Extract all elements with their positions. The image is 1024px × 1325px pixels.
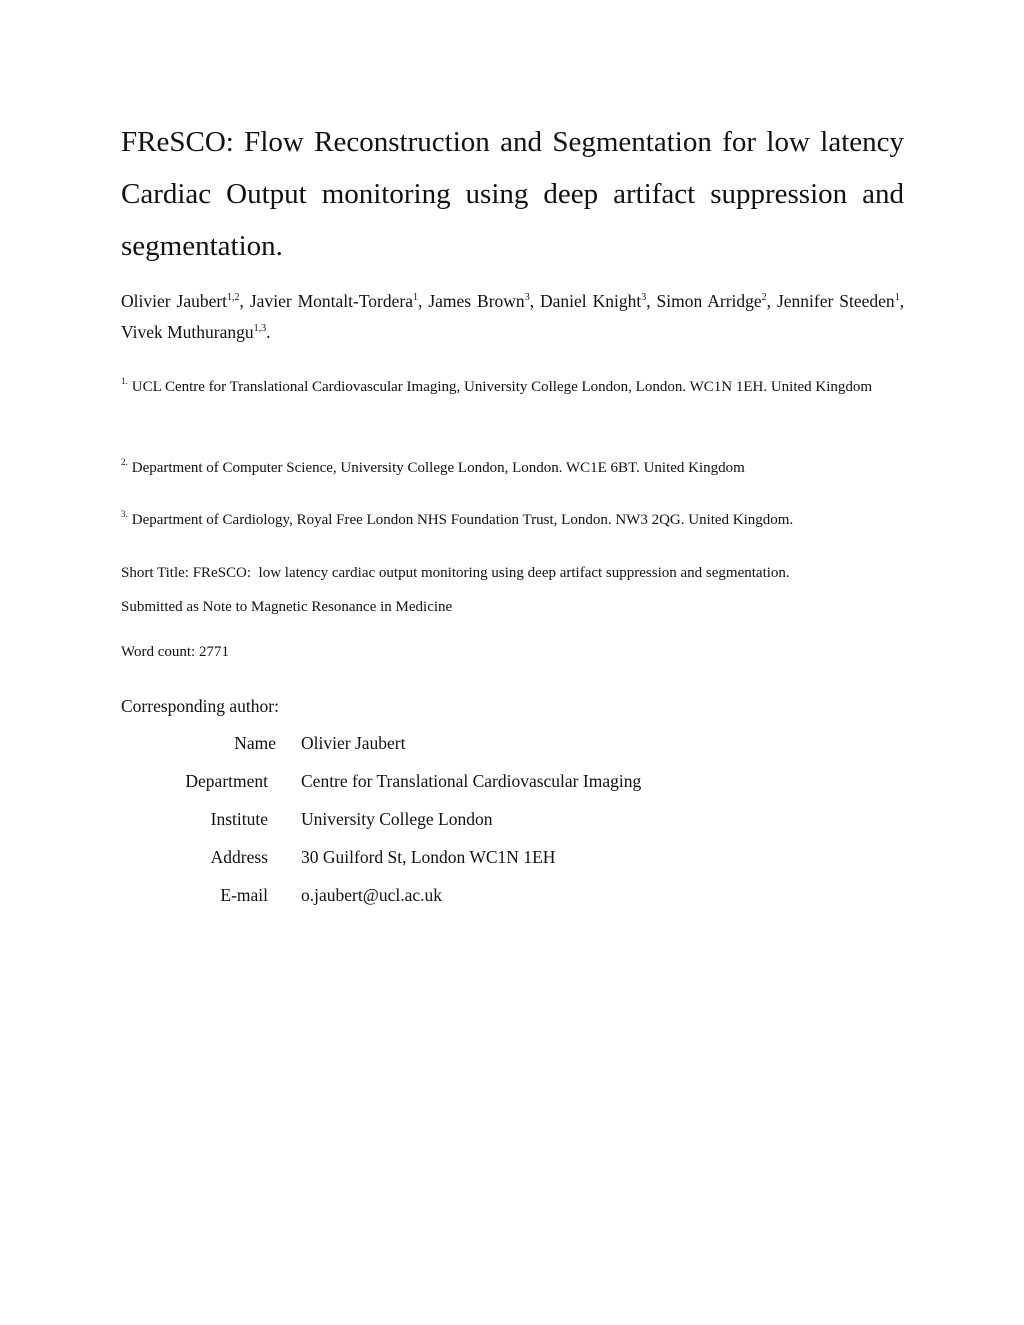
contact-row-institute [121, 806, 904, 832]
word-count: Word count: 2771 [121, 644, 229, 660]
author-affiliation-sup: 1 [413, 292, 418, 303]
contact-value: Centre for Translational Cardiovascular Imaging [301, 771, 642, 791]
affiliation-text: Department of Computer Science, University College London, London. WC1E 6BT. United Kingdom [131, 460, 745, 476]
author: Simon Arridge$^2$, [656, 291, 777, 311]
contact-value: 30 Guilford St, London WC1N 1EH [301, 847, 556, 867]
affiliation-text: Department of Cardiology, Royal Free London NHS Foundation Trust, London. NW3 2QG. United Kingdom. [131, 512, 794, 528]
contact-row-email [121, 882, 904, 908]
short-title: Short Title: FReSCO: low latency cardiac output monitoring using deep artifact suppression and segmentation. [121, 565, 790, 581]
paper-title: FReSCO: Flow Reconstruction and Segmentation for low latency Cardiac Output monitoring using deep artifact suppression and segmentation. [121, 126, 904, 262]
contact-row-address [121, 844, 904, 870]
contact-label: Name [234, 733, 276, 753]
affiliation-1 [121, 373, 904, 402]
author-affiliation-sup: 1,3 [253, 323, 267, 334]
author-affiliation-sup: 3 [524, 292, 530, 303]
affiliation-text: UCL Centre for Translational Cardiovascular Imaging, University College London, London. WC1N 1EH. United Kingdom [131, 379, 873, 395]
contact-row-department [121, 768, 904, 794]
author: Jennifer Steeden$^1$, [776, 291, 905, 311]
affiliation-2 [121, 454, 904, 483]
author-list [121, 286, 904, 348]
author: James Brown$^3$, [428, 291, 541, 311]
contact-label: E-mail [220, 885, 268, 905]
author-affiliation-sup: 1 [894, 292, 900, 303]
affiliation-number: 2. [121, 457, 128, 468]
author: Javier Montalt-Tordera$^1$, [249, 291, 429, 311]
affiliation-number: 3. [121, 509, 128, 520]
contact-email-value[interactable]: o.jaubert@ucl.ac.uk [301, 885, 442, 905]
contact-label: Institute [210, 809, 268, 829]
author: Daniel Knight$^3$, [540, 291, 657, 311]
contact-label: Department [185, 771, 268, 791]
author-affiliation-sup: 3 [641, 292, 647, 303]
author: Vivek Muthurangu$^{1,3}$. [121, 322, 271, 342]
affiliation-3 [121, 506, 904, 535]
contact-row-name [121, 730, 904, 756]
contact-label: Address [210, 847, 268, 867]
affiliation-number: 1. [121, 376, 128, 387]
submission-note: Submitted as Note to Magnetic Resonance in Medicine [121, 599, 453, 615]
contact-value: Olivier Jaubert [301, 733, 406, 753]
corresponding-author-heading: Corresponding author: [121, 696, 279, 716]
author: Olivier Jaubert$^{1,2}$, [121, 291, 250, 311]
author-affiliation-sup: 2 [761, 292, 767, 303]
contact-value: University College London [301, 809, 493, 829]
author-affiliation-sup: 1,2 [227, 292, 240, 303]
